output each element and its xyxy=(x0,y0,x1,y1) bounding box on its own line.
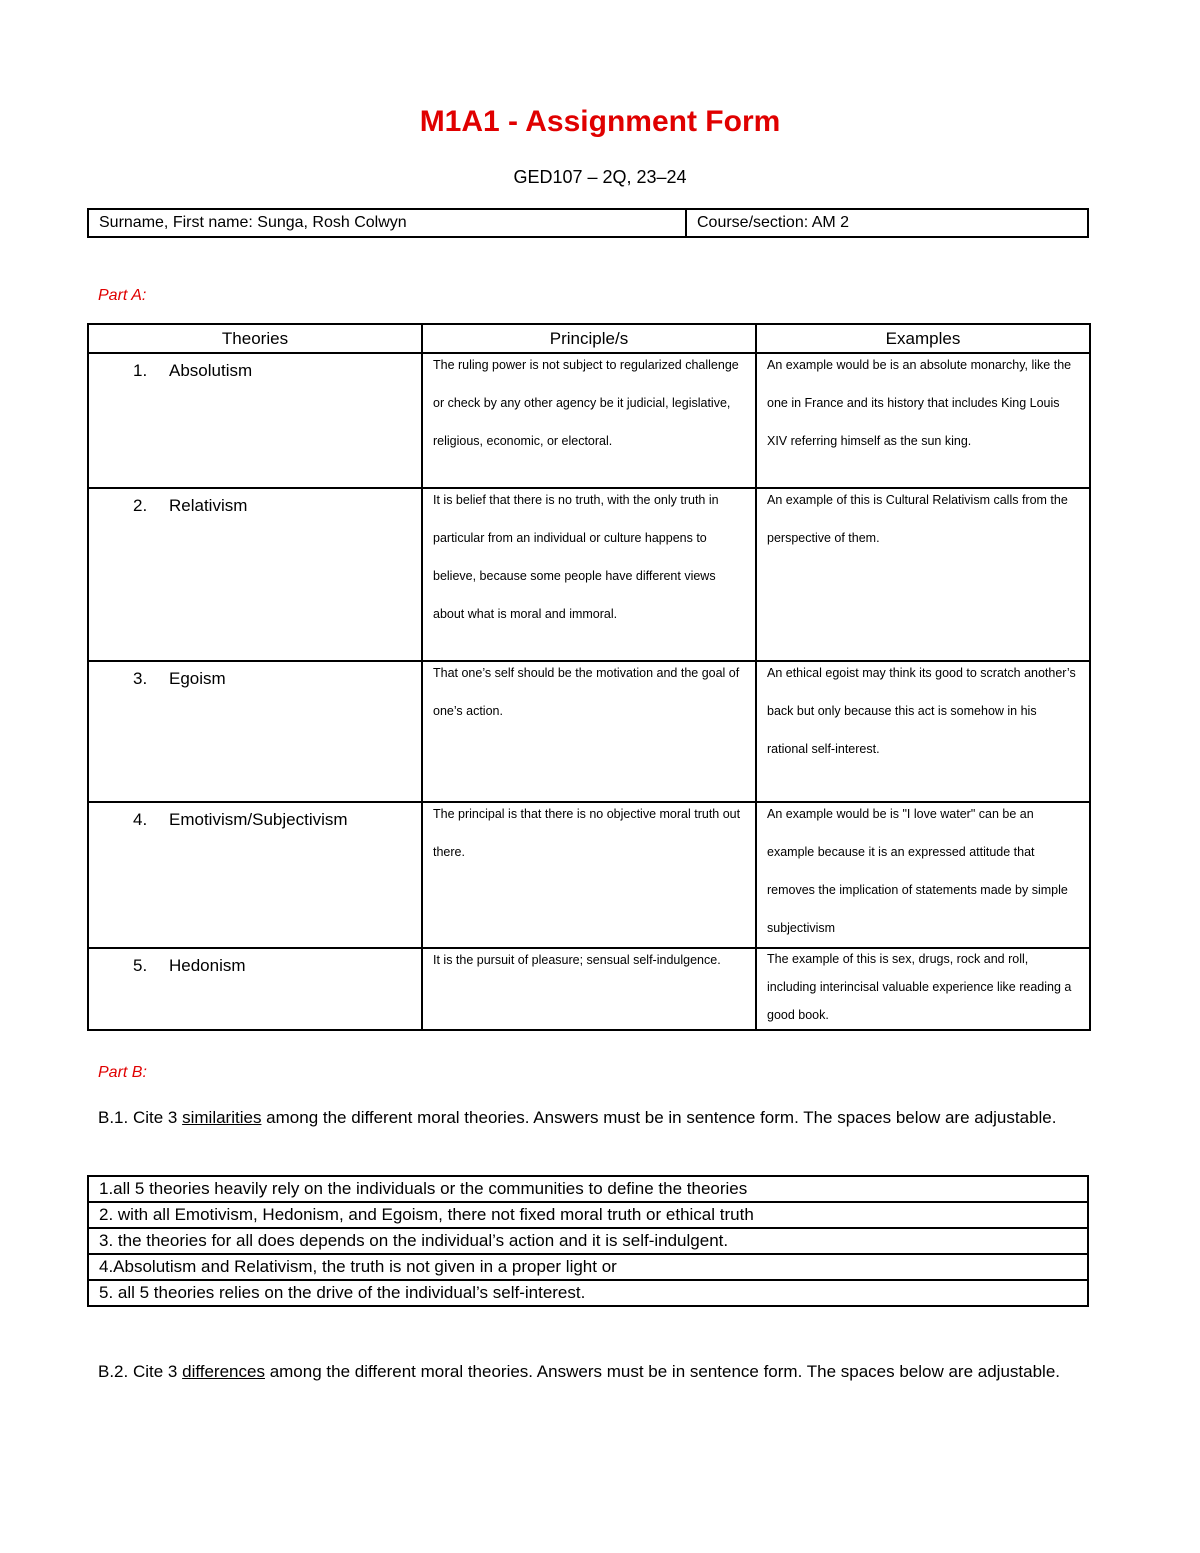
part-b-heading: Part B: xyxy=(98,1064,147,1081)
theory-cell xyxy=(88,802,422,948)
answer-cell[interactable]: 2. with all Emotivism, Hedonism, and Egoism, there not fixed moral truth or ethical truth xyxy=(88,1202,1088,1228)
principle-cell[interactable] xyxy=(422,948,756,1030)
principle-text: It is the pursuit of pleasure; sensual self-indulgence. xyxy=(433,953,721,967)
theory-cell xyxy=(88,353,422,488)
table-row xyxy=(88,1228,1088,1254)
table-row xyxy=(88,1202,1088,1228)
theory-number: 1. xyxy=(133,361,148,380)
question-keyword: similarities xyxy=(182,1108,262,1127)
theory-name: Relativism xyxy=(169,496,248,515)
principle-cell[interactable] xyxy=(422,661,756,802)
principle-text: That one’s self should be the motivation and the goal of one’s action. xyxy=(433,666,740,718)
course-code: GED107 – 2Q, 23–24 xyxy=(513,167,687,187)
principle-cell[interactable] xyxy=(422,353,756,488)
example-cell[interactable] xyxy=(756,948,1090,1030)
header-principles: Principle/s xyxy=(422,324,756,353)
part-a-heading: Part A: xyxy=(98,287,147,304)
table-row xyxy=(88,1176,1088,1202)
table-row xyxy=(88,488,1090,661)
theory-number: 2. xyxy=(133,496,148,515)
theory-name: Egoism xyxy=(169,669,226,688)
question-keyword: differences xyxy=(182,1362,265,1381)
question-b1 xyxy=(98,1104,1098,1132)
theory-number: 4. xyxy=(133,810,148,829)
example-cell[interactable] xyxy=(756,353,1090,488)
theory-number: 5. xyxy=(133,956,148,975)
answer-cell[interactable]: 3. the theories for all does depends on the individual’s action and it is self-indulgent. xyxy=(88,1228,1088,1254)
table-row xyxy=(88,948,1090,1030)
header-examples: Examples xyxy=(756,324,1090,353)
principle-text: The ruling power is not subject to regularized challenge or check by any other agency be it judicial, legislative, religious, economic, or electoral. xyxy=(433,358,739,448)
theory-name: Hedonism xyxy=(169,956,246,975)
similarities-answers-table xyxy=(87,1175,1089,1307)
question-prefix: B.2. Cite 3 xyxy=(98,1362,183,1381)
student-name-field[interactable]: Surname, First name: Sunga, Rosh Colwyn xyxy=(88,209,686,237)
principle-text: The principal is that there is no objective moral truth out there. xyxy=(433,807,741,859)
table-row xyxy=(88,661,1090,802)
example-cell[interactable] xyxy=(756,802,1090,948)
theory-number: 3. xyxy=(133,669,148,688)
question-b2 xyxy=(98,1358,1098,1386)
table-row xyxy=(88,1280,1088,1306)
theory-cell xyxy=(88,948,422,1030)
example-cell[interactable] xyxy=(756,661,1090,802)
example-cell[interactable] xyxy=(756,488,1090,661)
header-theories: Theories xyxy=(88,324,422,353)
student-info-table xyxy=(87,208,1089,238)
principle-text: It is belief that there is no truth, with the only truth in particular from an individual or culture happens to believe, because some people have different views about what is moral and immoral. xyxy=(433,493,719,621)
answer-cell[interactable]: 1.all 5 theories heavily rely on the individuals or the communities to define the theories xyxy=(88,1176,1088,1202)
question-prefix: B.1. Cite 3 xyxy=(98,1108,183,1127)
principle-cell[interactable] xyxy=(422,802,756,948)
question-suffix: among the different moral theories. Answers must be in sentence form. The spaces below are adjustable. xyxy=(261,1108,1057,1127)
answer-cell[interactable]: 5. all 5 theories relies on the drive of the individual’s self-interest. xyxy=(88,1280,1088,1306)
course-section-field[interactable]: Course/section: AM 2 xyxy=(686,209,1088,237)
theory-cell xyxy=(88,661,422,802)
theory-cell xyxy=(88,488,422,661)
theory-name: Emotivism/Subjectivism xyxy=(169,810,348,829)
example-text: The example of this is sex, drugs, rock and roll, including interincisal valuable experience like reading a good book. xyxy=(767,952,1072,1022)
principle-cell[interactable] xyxy=(422,488,756,661)
theory-name: Absolutism xyxy=(169,361,253,380)
table-row xyxy=(88,353,1090,488)
example-text: An example would be is "I love water" can be an example because it is an expressed attitude that removes the implication of statements made by simple subjectivism xyxy=(767,807,1068,935)
table-row xyxy=(88,1254,1088,1280)
example-text: An example would be is an absolute monarchy, like the one in France and its history that includes King Louis XIV referring himself as the sun king. xyxy=(767,358,1072,448)
table-row xyxy=(88,802,1090,948)
example-text: An example of this is Cultural Relativism calls from the perspective of them. xyxy=(767,493,1068,545)
answer-cell[interactable]: 4.Absolutism and Relativism, the truth is not given in a proper light or xyxy=(88,1254,1088,1280)
page-title: M1A1 - Assignment Form xyxy=(419,105,781,138)
example-text: An ethical egoist may think its good to scratch another’s back but only because this act is somehow in his rational self-interest. xyxy=(767,666,1076,756)
theories-table xyxy=(87,323,1091,1031)
question-suffix: among the different moral theories. Answers must be in sentence form. The spaces below are adjustable. xyxy=(264,1362,1060,1381)
